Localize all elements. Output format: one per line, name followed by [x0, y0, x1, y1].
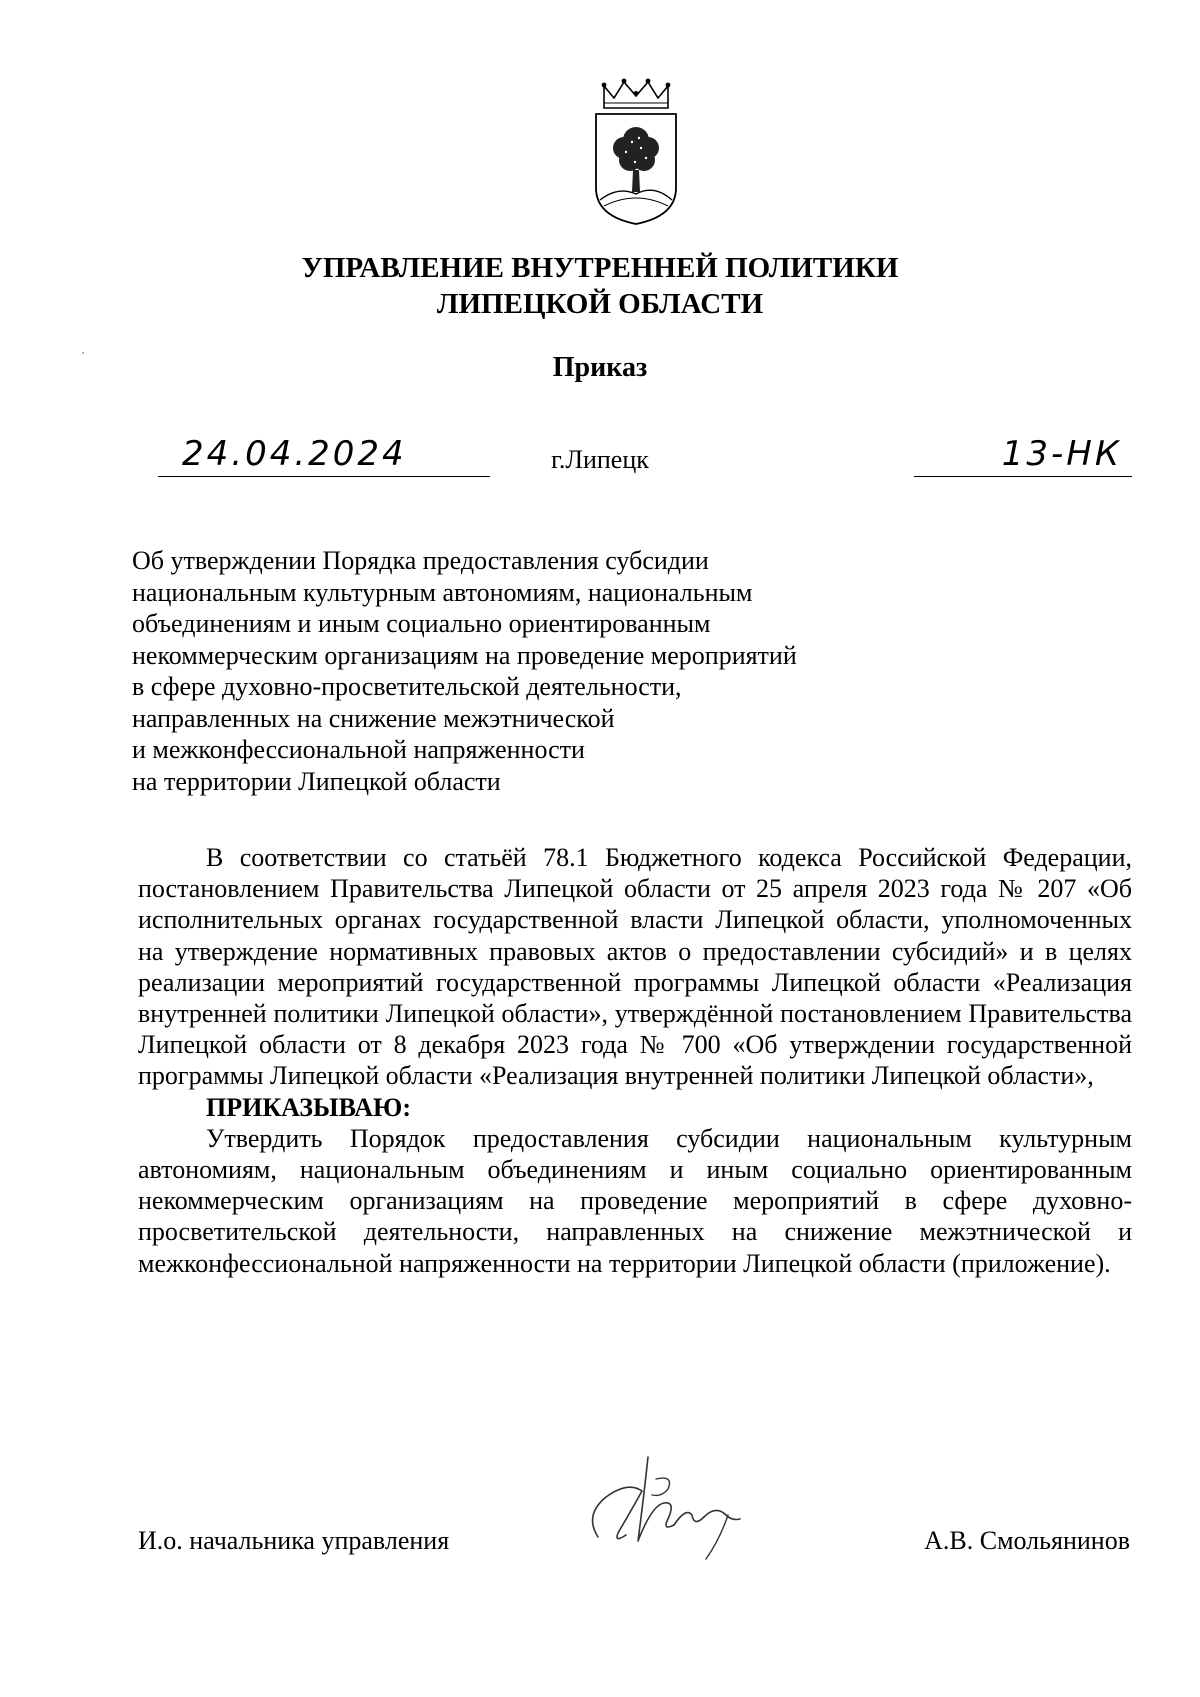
subject-line: на территории Липецкой области [132, 766, 501, 796]
subject-line: некоммерческим организациям на проведение мероприятий [132, 640, 797, 670]
order-paragraph: Утвердить Порядок предоставления субсидии национальным культурным автономиям, национальным объединениям и иным социально ориентированным некоммерческим организациям на проведение мероприятий в сфере духовно-просветительской деятельности, направленных на снижение межэтнической и межконфессиональной напряженности на территории Липецкой области (приложение). [138, 1123, 1132, 1278]
coat-of-arms-icon [588, 78, 684, 228]
subject-line: национальным культурным автономиям, национальным [132, 577, 753, 607]
subject-line: Об утверждении Порядка предоставления субсидии [132, 546, 709, 575]
document-type: Приказ [552, 352, 648, 383]
signatory-title: И.о. начальника управления [138, 1526, 450, 1555]
organization-line-1: УПРАВЛЕНИЕ ВНУТРЕННЕЙ ПОЛИТИКИ [301, 252, 899, 284]
document-subject [132, 545, 892, 797]
order-keyword: ПРИКАЗЫВАЮ: [206, 1092, 411, 1122]
organization-line-2: ЛИПЕЦКОЙ ОБЛАСТИ [436, 288, 764, 320]
date-value: 24.04.2024 [182, 434, 407, 474]
subject-line: объединениям и иным социально ориентированным [132, 609, 711, 638]
scan-speck [82, 352, 84, 354]
city: г.Липецк [551, 445, 649, 474]
subject-line: направленных на снижение межэтнической [132, 703, 615, 733]
organization-title [0, 250, 1200, 322]
number-value: 13-НК [1001, 434, 1122, 474]
document-body [138, 842, 1132, 1279]
subject-line: и межконфессиональной напряженности [132, 735, 585, 764]
number-field [914, 436, 1132, 477]
preamble-paragraph: В соответствии со статьёй 78.1 Бюджетного кодекса Российской Федерации, постановлением Правительства Липецкой области от 25 апреля 2023 года № 207 «Об исполнительных органах государственной власти Липецкой области, уполномоченных на утверждение нормативных правовых актов о предоставлении субсидий» и в целях реализации мероприятий государственной программы Липецкой области «Реализация внутренней политики Липецкой области», утверждённой постановлением Правительства Липецкой области от 8 декабря 2023 года № 700 «Об утверждении государственной программы Липецкой области «Реализация внутренней политики Липецкой области», [138, 843, 1132, 1091]
subject-line: в сфере духовно-просветительской деятельности, [132, 672, 682, 701]
signatory-name: А.В. Смольянинов [924, 1526, 1130, 1555]
signature-image [578, 1445, 748, 1565]
